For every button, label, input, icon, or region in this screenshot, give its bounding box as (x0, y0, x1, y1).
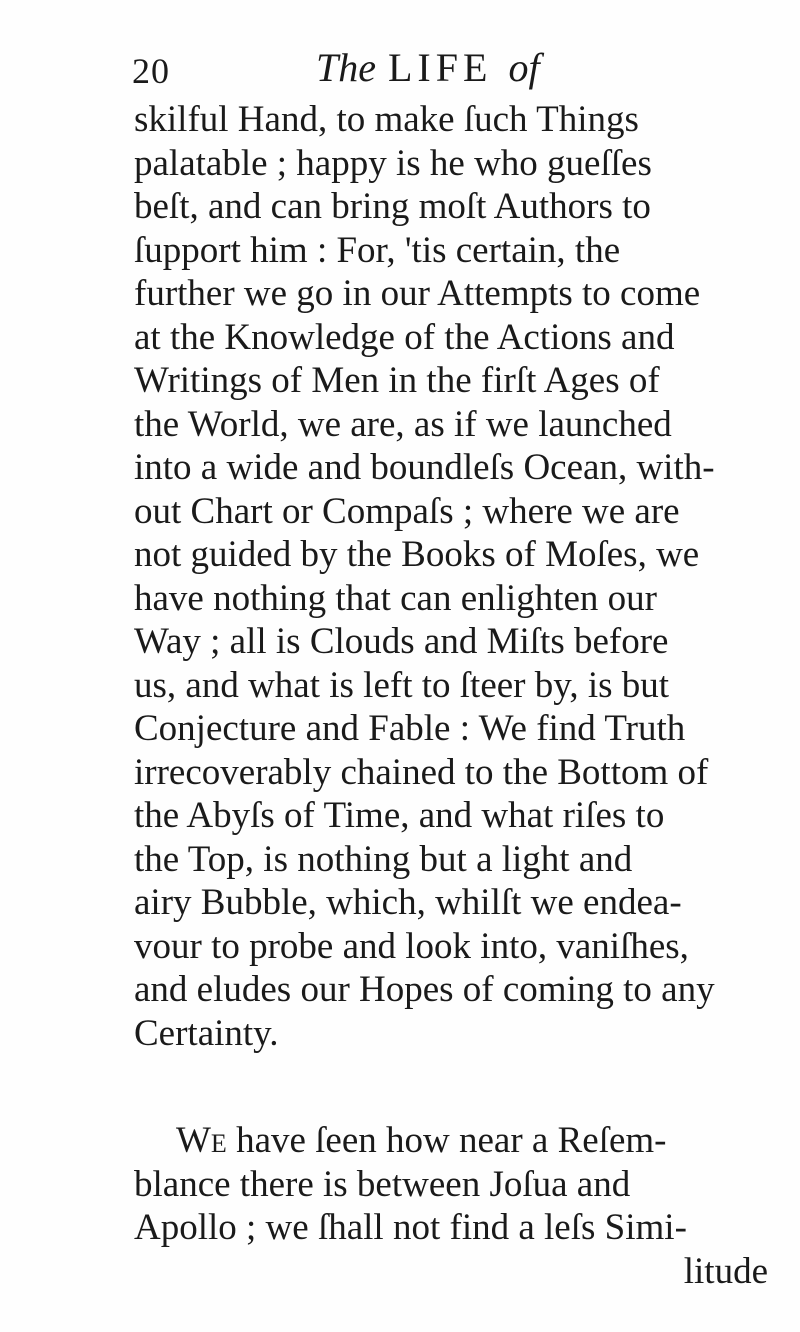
line-text: further we go in our Attempts to come (134, 273, 701, 314)
line-text: Way ; all is Clouds and Miſts before (134, 621, 669, 662)
text-line (134, 1012, 768, 1056)
line-text: have nothing that can enlighten our (134, 577, 657, 619)
line-text: us, and what is left to ſteer by, is but (134, 664, 670, 706)
text-line (134, 968, 768, 1012)
line-rest: have ſeen how near a Reſem- (236, 1120, 667, 1161)
line-text: palatable ; happy is he who gueſſes (134, 142, 652, 184)
text-line (134, 1119, 768, 1163)
text-line (134, 490, 768, 534)
line-text: not guided by the Books of Moſes, we (134, 534, 700, 575)
catchword-line (134, 1250, 768, 1294)
text-line (134, 707, 768, 751)
line-text: the Top, is nothing but a light and (134, 838, 633, 880)
text-line (134, 794, 768, 838)
running-title-life: LIFE (388, 45, 493, 90)
text-line (134, 620, 768, 664)
line-text (176, 1119, 667, 1163)
text-line (134, 1206, 768, 1250)
line-text: Certainty. (134, 1012, 279, 1054)
running-title-the: The (316, 45, 376, 90)
text-line (134, 446, 768, 490)
paragraph-gap (134, 1055, 768, 1119)
line-text: blance there is between Joſua and (134, 1163, 631, 1205)
text-line (134, 881, 768, 925)
text-line (134, 925, 768, 969)
line-text: vour to probe and look into, vaniſhes, (134, 925, 689, 967)
text-line (134, 751, 768, 795)
text-line (134, 1163, 768, 1207)
text-line (134, 272, 768, 316)
line-text: Apollo ; we ſhall not find a leſs Simi- (134, 1207, 687, 1248)
line-text: the Abyſs of Time, and what riſes to (134, 795, 665, 836)
running-title-of: of (508, 45, 540, 90)
text-line (134, 142, 768, 186)
text-line (134, 533, 768, 577)
line-text: at the Knowledge of the Actions and (134, 316, 675, 358)
line-text: the World, we are, as if we launched (134, 403, 672, 445)
text-line (134, 577, 768, 621)
paragraph-2 (134, 1119, 768, 1293)
line-text: Conjecture and Fable : We find Truth (134, 708, 686, 749)
text-line (134, 664, 768, 708)
line-text: skilful Hand, to make ſuch Things (134, 99, 639, 140)
line-text: into a wide and boundleſs Ocean, with- (134, 447, 715, 488)
text-line (134, 98, 768, 142)
text-line (134, 838, 768, 882)
line-text: ſupport him : For, 'tis certain, the (134, 229, 621, 271)
line-text: Writings of Men in the firſt Ages of (134, 360, 660, 401)
text-line (134, 185, 768, 229)
line-text: out Chart or Compaſs ; where we are (134, 490, 680, 532)
running-title (316, 44, 540, 91)
text-line (134, 359, 768, 403)
line-text: beſt, and can bring moſt Authors to (134, 186, 651, 227)
text-line (134, 403, 768, 447)
line-text: airy Bubble, which, whilſt we endea- (134, 882, 682, 923)
catchword: litude (683, 1250, 768, 1292)
body-text (134, 98, 768, 1293)
running-head (128, 44, 688, 100)
line-text: and eludes our Hopes of coming to any (134, 969, 715, 1010)
text-line (134, 316, 768, 360)
line-text: irrecoverably chained to the Bottom of (134, 751, 709, 793)
opening-word: We (176, 1120, 227, 1161)
text-line (134, 229, 768, 273)
paragraph-1 (134, 98, 768, 1055)
page-number: 20 (132, 51, 170, 91)
